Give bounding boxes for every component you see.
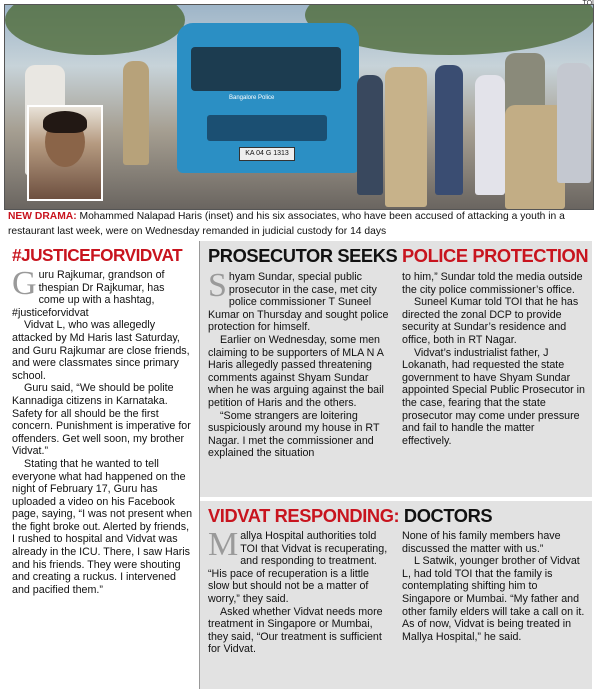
caption-kicker: NEW DRAMA:	[8, 211, 77, 222]
vidvat-headline	[208, 505, 586, 527]
vidvat-box	[200, 499, 592, 689]
justice-column	[4, 241, 200, 689]
prosecutor-paragraph: Suneel Kumar told TOI that he has directed the zonal DCP to provide security at Sundar’s residence and office, both in RT Nagar.	[402, 296, 579, 346]
justice-paragraph: Guru said, “We should be polite Kannadiga citizens in Karnataka. Safety for all should be the first concern. Punishment is imperative for offenders. Get well soon, my brother Vidvat.”	[12, 382, 191, 458]
van-plate: KA 04 G 1313	[239, 147, 295, 161]
inset-portrait	[27, 105, 103, 201]
van-sign: Bangalore Police	[229, 95, 275, 101]
prosecutor-box	[200, 241, 592, 497]
vidvat-right-column	[402, 530, 586, 656]
vidvat-left-column	[208, 526, 392, 656]
justice-paragraph: Vidvat L, who was allegedly attacked by Md Haris last Saturday, and Guru Rajkumar are close friends, and were classmates since primary school.	[12, 319, 190, 382]
prosecutor-paragraph: hyam Sundar, special public prosecutor in the case, met city police commissioner T Suneel Kumar on Thursday and sought police protection for himself.	[208, 271, 389, 334]
vidvat-paragraph: None of his family members have discussed the matter with us.”	[402, 530, 561, 555]
justice-paragraph: Stating that he wanted to tell everyone what had happened on the night of February 17, Guru has uploaded a video on his Facebook page, saying, “I was not present when the fight broke out. Alerted by friends, I rushed to hospital and Vidvat was already in the ICU. There, I saw Haris and his friends. They were shouting and creating a ruckus. I intervened and pacified them.”	[12, 457, 193, 596]
vidvat-headline-red: VIDVAT RESPONDING:	[208, 505, 404, 526]
vidvat-paragraph: L Satwik, younger brother of Vidvat L, had told TOI that the family is contemplating shifting him to Singapore or Mumbai. “My father and other family elders will take a call on it. As of now, Vidvat is being treated in Mallya Hospital,” he said.	[402, 555, 585, 643]
justice-dropcap: G	[12, 265, 37, 302]
vidvat-paragraph: allya Hospital authorities told TOI that Vidvat is recuperating, and responding to treatment. “His pace of recuperation is a little slow but should not be a matter of worry,” they said.	[208, 530, 388, 605]
caption-text: Mohammed Nalapad Haris (inset) and his six associates, who have been accused of attacking a youth in a restaurant last week, were on Wednesday remanded in judicial custody for 14 days	[8, 211, 565, 237]
justice-body	[12, 265, 193, 596]
vidvat-paragraph: Asked whether Vidvat needs more treatment in Singapore or Mumbai, they said, “Our treatment is sufficient for Vidvat.	[208, 605, 383, 656]
prosecutor-headline	[208, 245, 589, 267]
justice-headline: #JUSTICEFORVIDVAT	[12, 245, 183, 265]
prosecutor-paragraph: Vidvat’s industrialist father, J Lokanath, had requested the state government to have Shyam Sundar appointed Special Public Prosecutor in the case, fearing that the state prosecutor may come under pressure and fail to handle the matter effectively.	[402, 346, 585, 447]
prosecutor-headline-black: PROSECUTOR SEEKS	[208, 245, 402, 266]
photo-caption	[4, 209, 592, 241]
vidvat-dropcap: M	[208, 526, 239, 563]
prosecutor-paragraph: “Some strangers are loitering suspiciously around my house in RT Nagar. I met the commissioner and explained the situation	[208, 409, 380, 460]
news-photo	[4, 4, 594, 210]
prosecutor-right-column	[402, 271, 586, 460]
vidvat-headline-black: DOCTORS	[403, 505, 493, 526]
justice-paragraph: uru Rajkumar, grandson of thespian Dr Rajkumar, has come up with a hashtag, #justiceforvidvat	[12, 269, 165, 319]
prosecutor-paragraph: Earlier on Wednesday, some men claiming to be supporters of MLA N A Haris allegedly passed threatening comments against Shyam Sundar when he was arguing against the bail petition of Haris and the others.	[208, 333, 384, 409]
police-van	[177, 23, 359, 173]
prosecutor-paragraph: to him,” Sundar told the media outside the city police commissioner’s office.	[402, 271, 583, 296]
prosecutor-left-column	[208, 267, 392, 460]
prosecutor-headline-red: POLICE PROTECTION	[402, 245, 589, 266]
prosecutor-dropcap: S	[208, 267, 227, 304]
